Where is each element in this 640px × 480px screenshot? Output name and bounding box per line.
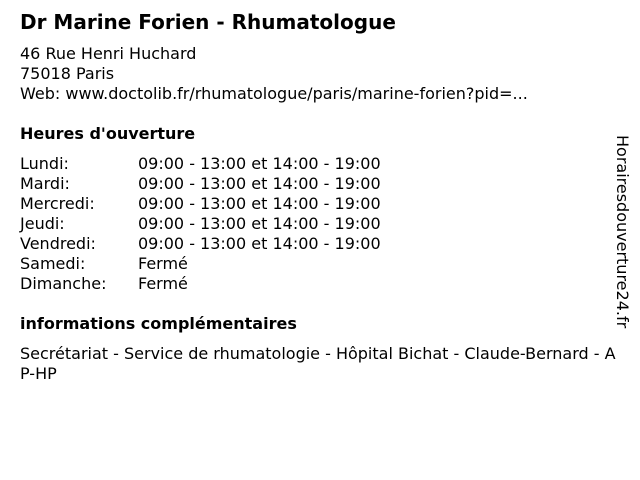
hours-row-dimanche [20,274,381,294]
day-hours: 09:00 - 13:00 et 14:00 - 19:00 [138,234,381,253]
hours-row-samedi [20,254,381,274]
day-hours: 09:00 - 13:00 et 14:00 - 19:00 [138,174,381,193]
site-watermark: Horairesdouverture24.fr [613,135,632,329]
hours-row-lundi [20,154,381,174]
day-hours: 09:00 - 13:00 et 14:00 - 19:00 [138,214,381,233]
opening-hours-table [20,154,381,294]
day-label: Mercredi: [20,194,95,213]
address-street: 46 Rue Henri Huchard [20,44,197,63]
day-label: Lundi: [20,154,69,173]
hours-row-jeudi [20,214,381,234]
additional-info-text: Secrétariat - Service de rhumatologie - Hôpital Bichat - Claude-Bernard - AP-HP [20,344,616,383]
address-block [20,44,528,104]
day-hours: Fermé [138,254,188,273]
address-city: 75018 Paris [20,64,115,83]
opening-hours-heading: Heures d'ouverture [20,124,196,143]
day-label: Mardi: [20,174,70,193]
website-link[interactable]: Web: www.doctolib.fr/rhumatologue/paris/marine-forien?pid=... [20,84,528,103]
hours-row-vendredi [20,234,381,254]
day-label: Jeudi: [20,214,65,233]
day-label: Dimanche: [20,274,107,293]
page-title: Dr Marine Forien - Rhumatologue [20,10,396,34]
hours-row-mardi [20,174,381,194]
day-hours: 09:00 - 13:00 et 14:00 - 19:00 [138,154,381,173]
day-hours: 09:00 - 13:00 et 14:00 - 19:00 [138,194,381,213]
day-label: Samedi: [20,254,86,273]
hours-row-mercredi [20,194,381,214]
additional-info-heading: informations complémentaires [20,314,297,333]
day-label: Vendredi: [20,234,96,253]
day-hours: Fermé [138,274,188,293]
